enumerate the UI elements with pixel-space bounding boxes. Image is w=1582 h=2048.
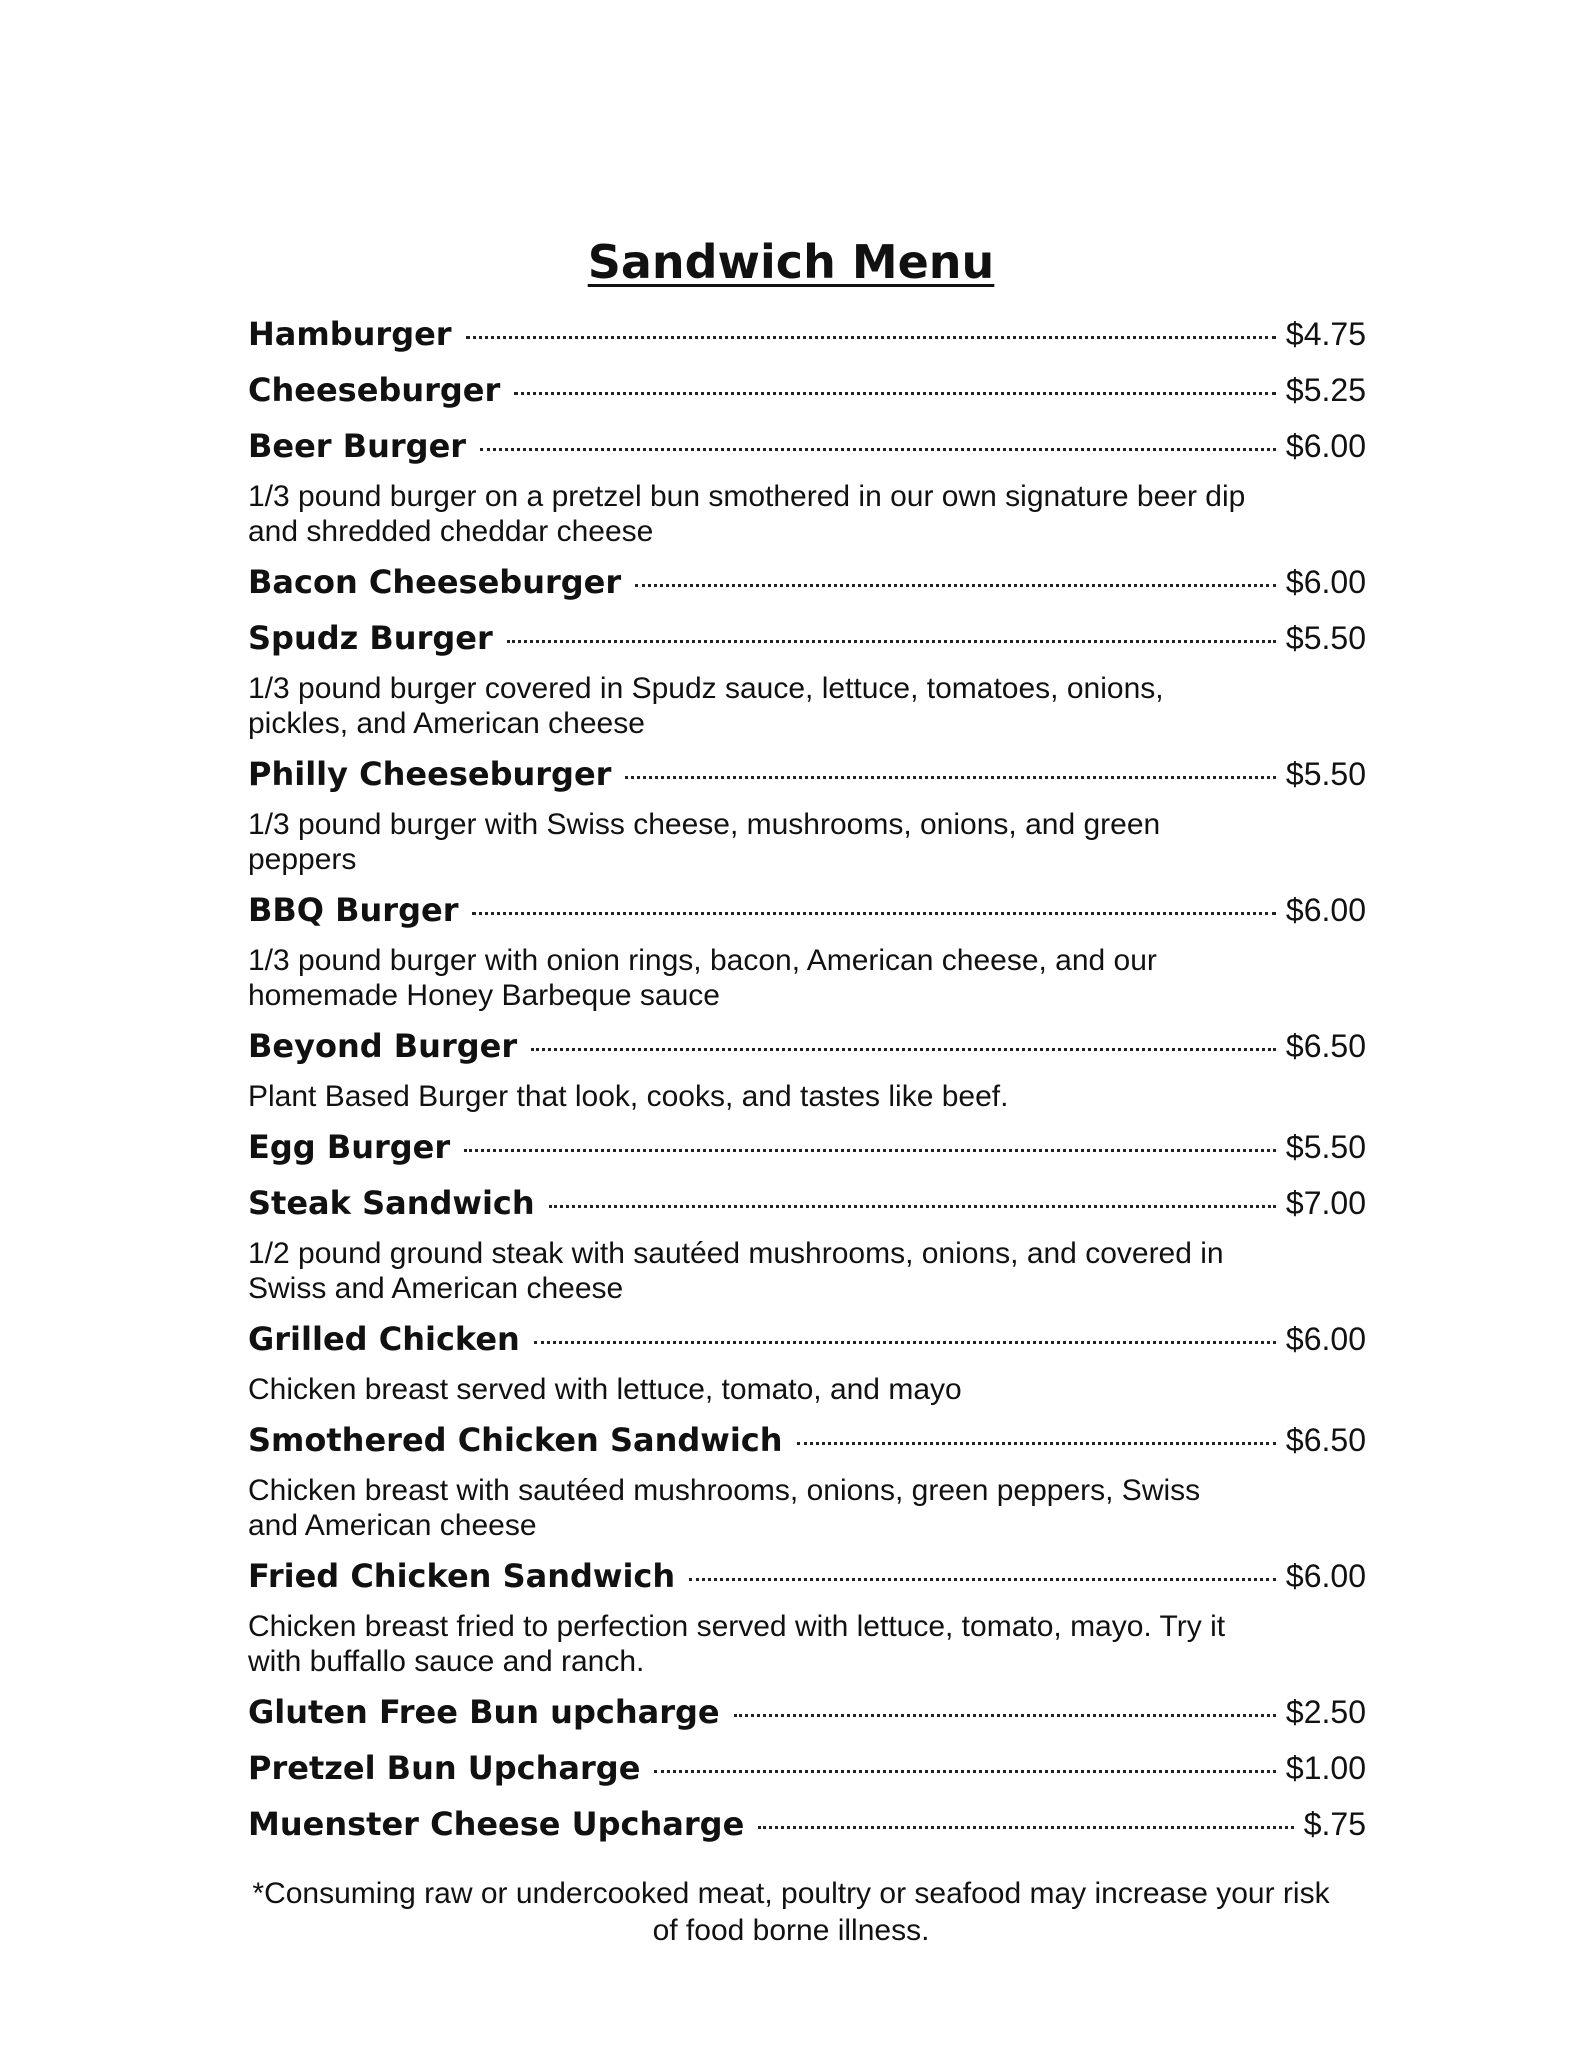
menu-item-description: 1/2 pound ground steak with sautéed mushrooms, onions, and covered in Swiss and American cheese [248, 1237, 1224, 1305]
menu-item [248, 1128, 1366, 1184]
menu-item-row [248, 619, 1366, 675]
menu-item-price: $6.50 [1285, 1422, 1366, 1458]
menu-item-name: BBQ Burger [248, 891, 459, 929]
menu-item-name: Cheeseburger [248, 371, 501, 409]
menu-item-name: Egg Burger [248, 1128, 451, 1166]
menu-item-price: $4.75 [1285, 316, 1366, 352]
menu-item-description: Chicken breast served with lettuce, tomato, and mayo [248, 1373, 962, 1406]
menu-item-name: Hamburger [248, 315, 452, 353]
dot-leader [466, 336, 1276, 339]
menu-item-name: Gluten Free Bun upcharge [248, 1693, 720, 1731]
menu-item-row [248, 563, 1366, 619]
dot-leader [534, 1341, 1276, 1344]
dot-leader [654, 1770, 1276, 1773]
menu-item-price: $.75 [1303, 1806, 1366, 1842]
menu-item-description: 1/3 pound burger on a pretzel bun smothered in our own signature beer dip and shredded cheddar cheese [248, 480, 1246, 548]
menu-item-name: Bacon Cheeseburger [248, 563, 622, 601]
notice-line-2: of food borne illness. [652, 1914, 930, 1947]
menu-item-row [248, 755, 1366, 811]
menu-item [248, 755, 1366, 877]
menu-item-name: Spudz Burger [248, 619, 493, 657]
menu-item-price: $5.50 [1285, 620, 1366, 656]
dot-leader [797, 1442, 1276, 1445]
menu-item-name: Pretzel Bun Upcharge [248, 1749, 641, 1787]
menu-item [248, 619, 1366, 741]
menu-item-description: 1/3 pound burger covered in Spudz sauce, lettuce, tomatoes, onions, pickles, and American cheese [248, 672, 1164, 740]
dot-leader [549, 1205, 1276, 1208]
menu-item-name: Smothered Chicken Sandwich [248, 1421, 783, 1459]
menu-item-name: Steak Sandwich [248, 1184, 535, 1222]
menu-item-price: $6.50 [1285, 1028, 1366, 1064]
menu-item [248, 371, 1366, 427]
menu-item [248, 427, 1366, 549]
menu-item-row [248, 1128, 1366, 1184]
dot-leader [472, 912, 1275, 915]
menu-item-row [248, 1749, 1366, 1805]
menu-item [248, 1805, 1366, 1861]
menu-item-name: Fried Chicken Sandwich [248, 1557, 676, 1595]
menu-item-name: Beer Burger [248, 427, 467, 465]
menu-item-row [248, 1805, 1366, 1861]
page-title [0, 232, 1582, 292]
dot-leader [507, 640, 1276, 643]
menu-item-name: Beyond Burger [248, 1027, 518, 1065]
menu-item [248, 563, 1366, 619]
menu-item-name: Muenster Cheese Upcharge [248, 1805, 745, 1843]
dot-leader [480, 448, 1276, 451]
menu-item-price: $1.00 [1285, 1750, 1366, 1786]
menu-item-price: $6.00 [1285, 564, 1366, 600]
menu-item [248, 1693, 1366, 1749]
menu-item-row [248, 1320, 1366, 1376]
menu-item-price: $5.50 [1285, 1129, 1366, 1165]
menu-item-row [248, 1027, 1366, 1083]
menu-item-price: $6.00 [1285, 892, 1366, 928]
menu-item-price: $7.00 [1285, 1185, 1366, 1221]
menu-item [248, 891, 1366, 1013]
menu-item-price: $6.00 [1285, 1558, 1366, 1594]
menu-item-row [248, 315, 1366, 371]
menu-item [248, 315, 1366, 371]
menu-item [248, 1557, 1366, 1679]
menu-item [248, 1027, 1366, 1114]
dot-leader [464, 1149, 1276, 1152]
menu-item-price: $6.00 [1285, 1321, 1366, 1357]
dot-leader [758, 1826, 1293, 1829]
menu-item-price: $5.25 [1285, 372, 1366, 408]
dot-leader [635, 584, 1276, 587]
dot-leader [689, 1578, 1276, 1581]
dot-leader [625, 776, 1276, 779]
dot-leader [514, 392, 1276, 395]
dot-leader [531, 1048, 1276, 1051]
menu-item [248, 1421, 1366, 1543]
menu-item-row [248, 1421, 1366, 1477]
menu-item [248, 1184, 1366, 1306]
menu-item [248, 1320, 1366, 1407]
menu-item-description: Plant Based Burger that look, cooks, and tastes like beef. [248, 1080, 1009, 1113]
dot-leader [734, 1714, 1276, 1717]
menu-item-row [248, 1184, 1366, 1240]
menu-item-row [248, 1693, 1366, 1749]
menu-item-description: Chicken breast fried to perfection served with lettuce, tomato, mayo. Try it with buffallo sauce and ranch. [248, 1610, 1226, 1678]
menu-list [248, 315, 1366, 1861]
menu-item [248, 1749, 1366, 1805]
page-title-text: Sandwich Menu [587, 235, 995, 289]
menu-item-name: Philly Cheeseburger [248, 755, 612, 793]
notice-line-1: *Consuming raw or undercooked meat, poultry or seafood may increase your risk [252, 1877, 1330, 1910]
menu-item-name: Grilled Chicken [248, 1320, 520, 1358]
menu-item-description: Chicken breast with sautéed mushrooms, onions, green peppers, Swiss and American cheese [248, 1474, 1201, 1542]
menu-item-row [248, 371, 1366, 427]
menu-item-price: $6.00 [1285, 428, 1366, 464]
menu-item-description: 1/3 pound burger with onion rings, bacon, American cheese, and our homemade Honey Barbeque sauce [248, 944, 1157, 1012]
menu-item-price: $2.50 [1285, 1694, 1366, 1730]
food-safety-notice [190, 1875, 1392, 1949]
menu-item-price: $5.50 [1285, 756, 1366, 792]
menu-item-row [248, 427, 1366, 483]
menu-item-description: 1/3 pound burger with Swiss cheese, mushrooms, onions, and green peppers [248, 808, 1161, 876]
menu-item-row [248, 1557, 1366, 1613]
menu-item-row [248, 891, 1366, 947]
